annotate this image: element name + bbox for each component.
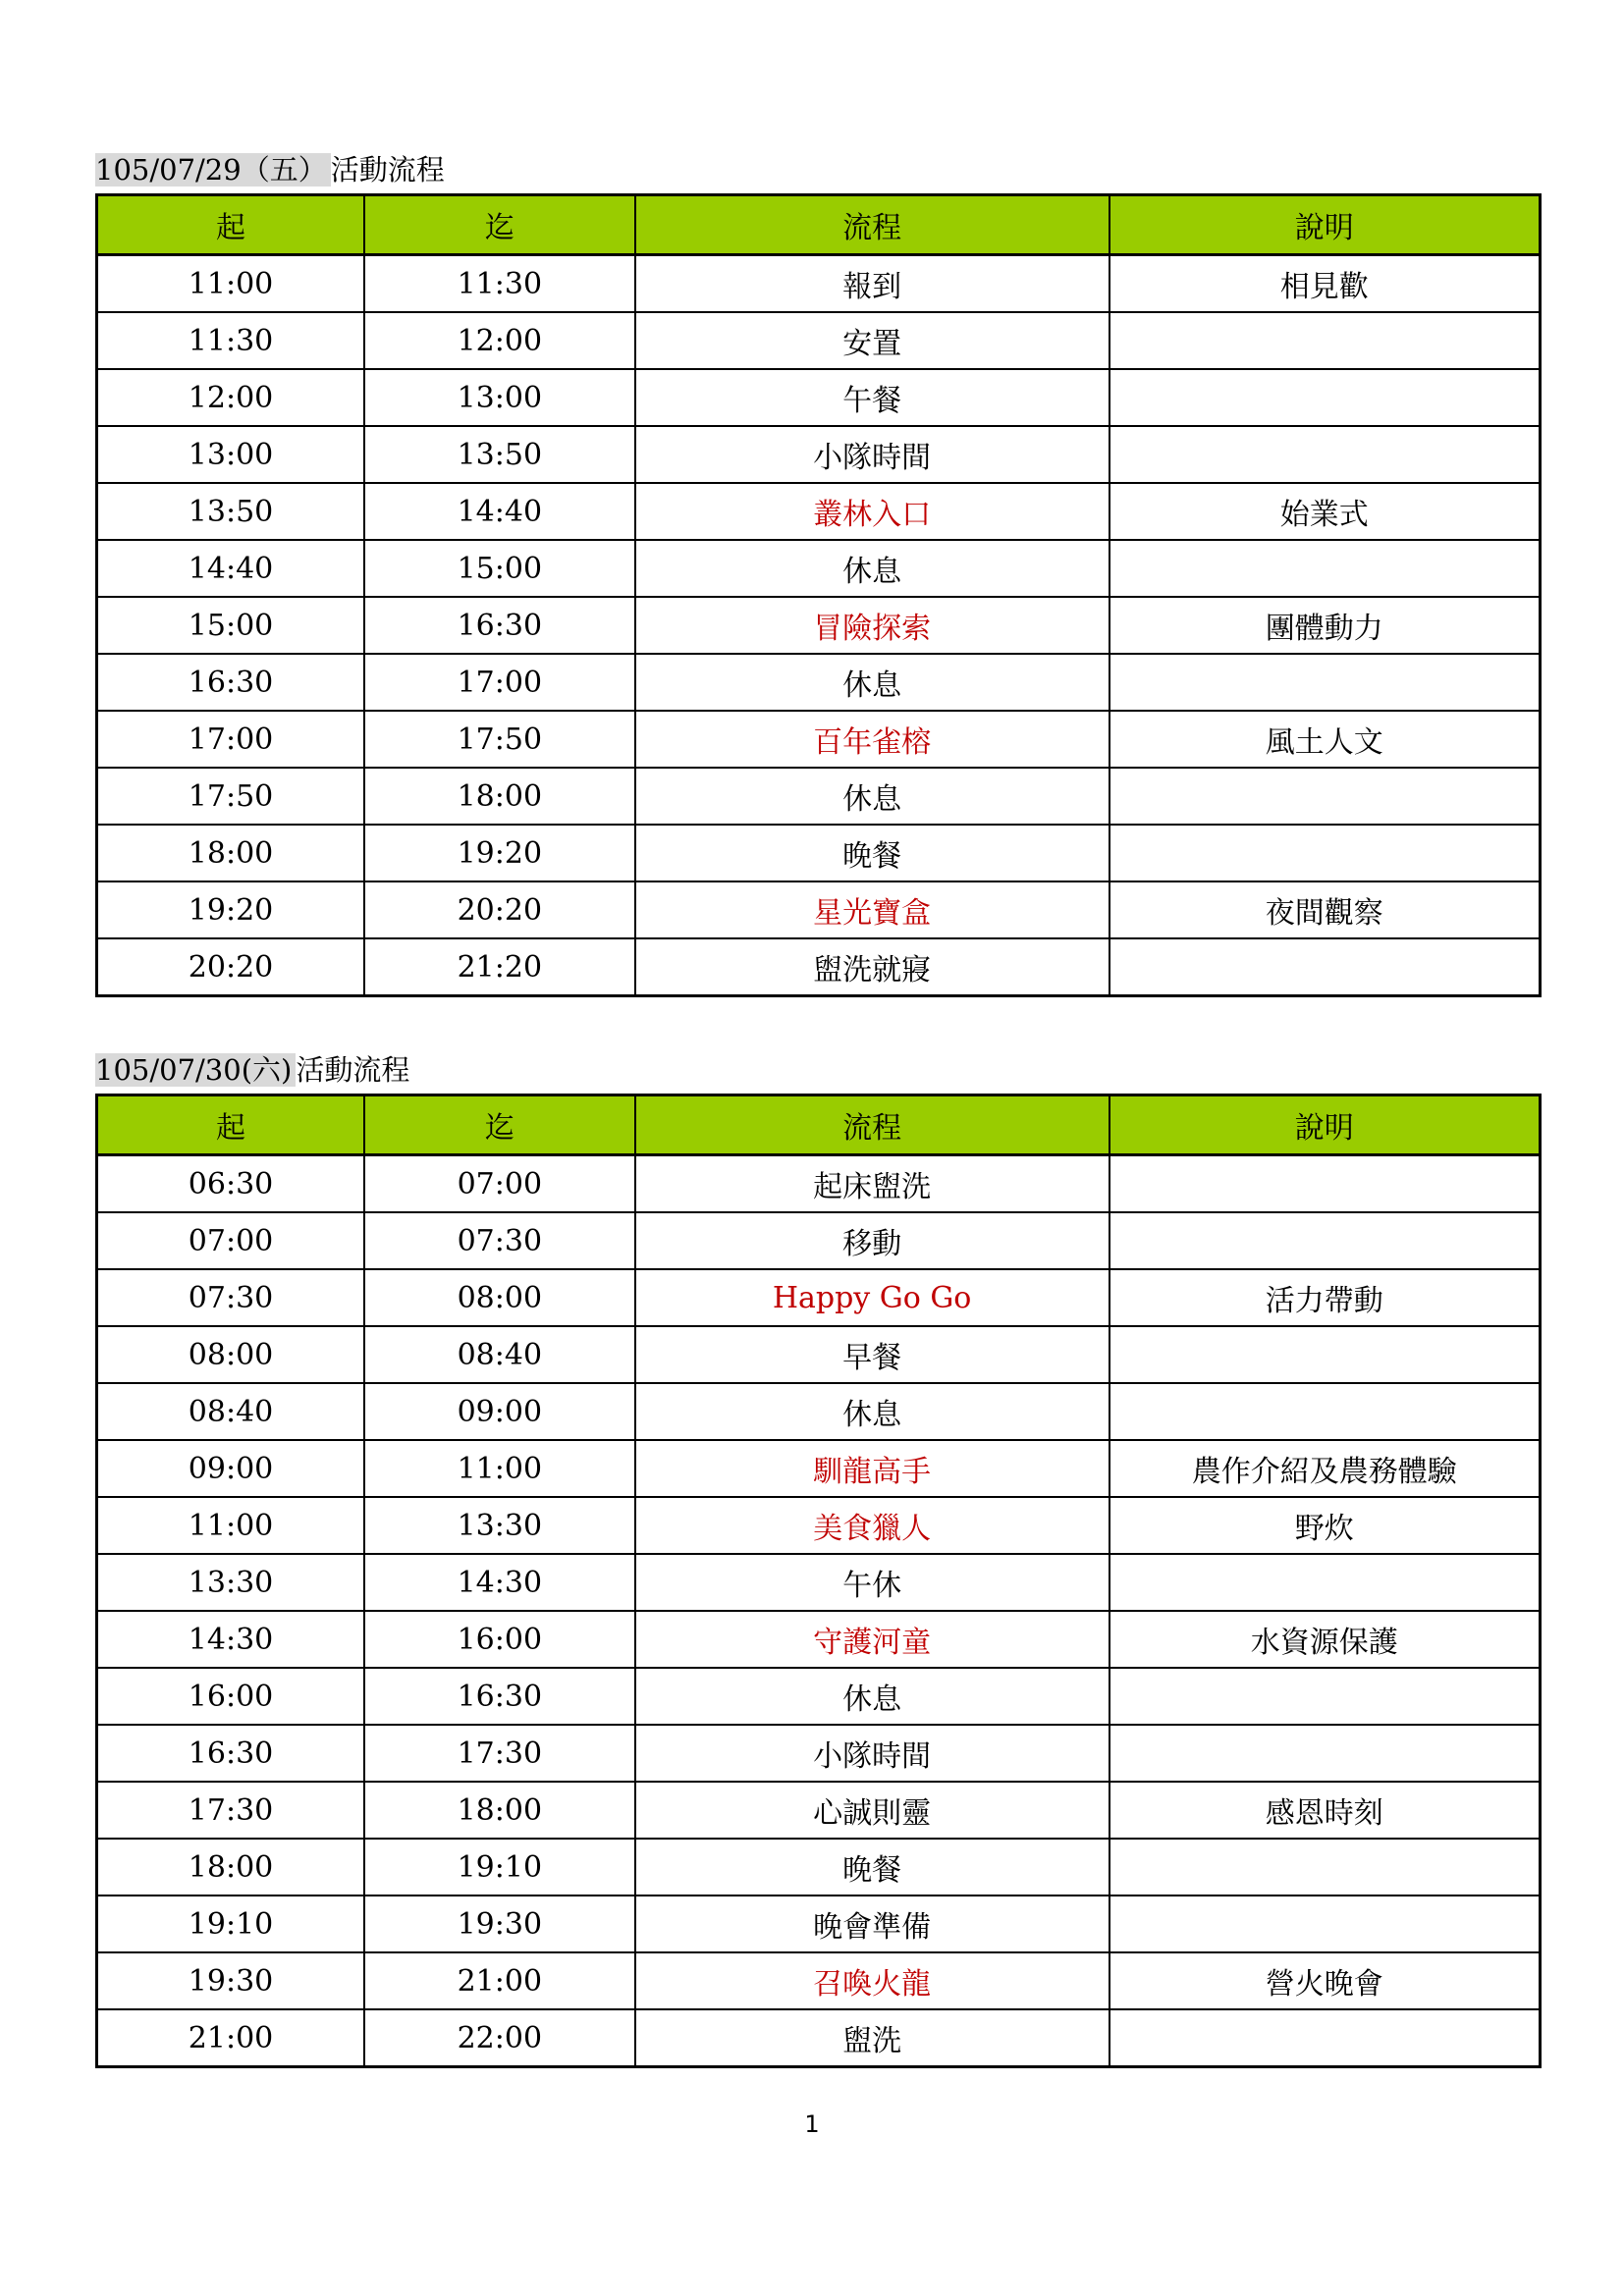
end-time-cell: 13:00 [364, 369, 635, 426]
start-time-cell: 17:00 [97, 711, 365, 768]
activity-cell: 晚餐 [635, 1839, 1110, 1896]
activity-cell: 冒險探索 [635, 597, 1110, 654]
end-time-cell: 11:30 [364, 255, 635, 313]
end-time-cell: 16:30 [364, 1668, 635, 1725]
end-time-cell: 20:20 [364, 881, 635, 938]
description-cell [1110, 2009, 1541, 2067]
table-row [97, 312, 1541, 369]
description-cell [1110, 540, 1541, 597]
activity-cell: 休息 [635, 1668, 1110, 1725]
table-row [97, 1497, 1541, 1554]
activity-cell: 馴龍高手 [635, 1440, 1110, 1497]
table-row [97, 1725, 1541, 1782]
activity-cell: 小隊時間 [635, 1725, 1110, 1782]
activity-cell: 起床盥洗 [635, 1155, 1110, 1213]
description-cell [1110, 426, 1541, 483]
table-row [97, 1155, 1541, 1213]
start-time-cell: 07:00 [97, 1212, 365, 1269]
table-row [97, 881, 1541, 938]
day1-title [95, 152, 445, 187]
activity-cell: 小隊時間 [635, 426, 1110, 483]
end-time-cell: 17:00 [364, 654, 635, 711]
header-activity: 流程 [635, 1095, 1110, 1155]
activity-cell: 移動 [635, 1212, 1110, 1269]
end-time-cell: 19:10 [364, 1839, 635, 1896]
table-row [97, 2009, 1541, 2067]
start-time-cell: 18:00 [97, 825, 365, 881]
table-row [97, 426, 1541, 483]
activity-cell: 報到 [635, 255, 1110, 313]
description-cell [1110, 938, 1541, 996]
start-time-cell: 16:30 [97, 654, 365, 711]
description-cell [1110, 1155, 1541, 1213]
start-time-cell: 15:00 [97, 597, 365, 654]
start-time-cell: 11:00 [97, 255, 365, 313]
end-time-cell: 12:00 [364, 312, 635, 369]
end-time-cell: 21:00 [364, 1952, 635, 2009]
end-time-cell: 15:00 [364, 540, 635, 597]
start-time-cell: 19:10 [97, 1896, 365, 1952]
start-time-cell: 18:00 [97, 1839, 365, 1896]
day2-title [95, 1052, 409, 1088]
end-time-cell: 16:30 [364, 597, 635, 654]
description-cell: 始業式 [1110, 483, 1541, 540]
end-time-cell: 14:40 [364, 483, 635, 540]
end-time-cell: 14:30 [364, 1554, 635, 1611]
start-time-cell: 17:50 [97, 768, 365, 825]
end-time-cell: 13:30 [364, 1497, 635, 1554]
description-cell: 活力帶動 [1110, 1269, 1541, 1326]
start-time-cell: 16:00 [97, 1668, 365, 1725]
description-cell [1110, 1554, 1541, 1611]
activity-cell: 休息 [635, 768, 1110, 825]
activity-cell: 召喚火龍 [635, 1952, 1110, 2009]
description-cell: 團體動力 [1110, 597, 1541, 654]
end-time-cell: 11:00 [364, 1440, 635, 1497]
end-time-cell: 13:50 [364, 426, 635, 483]
start-time-cell: 20:20 [97, 938, 365, 996]
activity-cell: 盥洗就寢 [635, 938, 1110, 996]
start-time-cell: 14:40 [97, 540, 365, 597]
activity-cell: 叢林入口 [635, 483, 1110, 540]
description-cell: 風土人文 [1110, 711, 1541, 768]
table-row [97, 768, 1541, 825]
end-time-cell: 07:00 [364, 1155, 635, 1213]
table-row [97, 540, 1541, 597]
end-time-cell: 08:00 [364, 1269, 635, 1326]
day1-title-suffix: 活動流程 [330, 153, 445, 187]
activity-cell: 盥洗 [635, 2009, 1110, 2067]
description-cell [1110, 768, 1541, 825]
description-cell [1110, 1668, 1541, 1725]
end-time-cell: 22:00 [364, 2009, 635, 2067]
start-time-cell: 13:30 [97, 1554, 365, 1611]
day1-title-date: 105/07/29（五） [95, 153, 331, 187]
description-cell: 水資源保護 [1110, 1611, 1541, 1668]
end-time-cell: 09:00 [364, 1383, 635, 1440]
table-row [97, 1782, 1541, 1839]
table-row [97, 255, 1541, 313]
start-time-cell: 14:30 [97, 1611, 365, 1668]
start-time-cell: 08:00 [97, 1326, 365, 1383]
activity-cell: 午休 [635, 1554, 1110, 1611]
end-time-cell: 07:30 [364, 1212, 635, 1269]
table-row [97, 1440, 1541, 1497]
header-start: 起 [97, 1095, 365, 1155]
activity-cell: 休息 [635, 540, 1110, 597]
start-time-cell: 09:00 [97, 1440, 365, 1497]
activity-cell: 休息 [635, 654, 1110, 711]
description-cell [1110, 1725, 1541, 1782]
start-time-cell: 19:20 [97, 881, 365, 938]
description-cell: 感恩時刻 [1110, 1782, 1541, 1839]
header-activity: 流程 [635, 195, 1110, 255]
description-cell [1110, 369, 1541, 426]
description-cell [1110, 1896, 1541, 1952]
end-time-cell: 08:40 [364, 1326, 635, 1383]
day2-schedule-table [95, 1094, 1542, 2068]
table-row [97, 1326, 1541, 1383]
header-start: 起 [97, 195, 365, 255]
table-row [97, 1269, 1541, 1326]
table-row [97, 483, 1541, 540]
description-cell [1110, 1383, 1541, 1440]
table-row [97, 1383, 1541, 1440]
table-row [97, 938, 1541, 996]
header-description: 說明 [1110, 195, 1541, 255]
start-time-cell: 06:30 [97, 1155, 365, 1213]
end-time-cell: 17:30 [364, 1725, 635, 1782]
table-row [97, 1668, 1541, 1725]
end-time-cell: 21:20 [364, 938, 635, 996]
activity-cell: 百年雀榕 [635, 711, 1110, 768]
table-header-row [97, 1095, 1541, 1155]
description-cell [1110, 654, 1541, 711]
activity-cell: 美食獵人 [635, 1497, 1110, 1554]
table-row [97, 711, 1541, 768]
end-time-cell: 18:00 [364, 768, 635, 825]
table-row [97, 1952, 1541, 2009]
table-row [97, 1611, 1541, 1668]
table-row [97, 654, 1541, 711]
description-cell: 野炊 [1110, 1497, 1541, 1554]
page-number: 1 [804, 2110, 820, 2138]
end-time-cell: 19:30 [364, 1896, 635, 1952]
activity-cell: 午餐 [635, 369, 1110, 426]
activity-cell: 晚會準備 [635, 1896, 1110, 1952]
activity-cell: 心誠則靈 [635, 1782, 1110, 1839]
activity-cell: 晚餐 [635, 825, 1110, 881]
description-cell [1110, 1839, 1541, 1896]
day2-title-suffix: 活動流程 [296, 1053, 410, 1087]
table-row [97, 1896, 1541, 1952]
description-cell [1110, 825, 1541, 881]
end-time-cell: 17:50 [364, 711, 635, 768]
start-time-cell: 17:30 [97, 1782, 365, 1839]
start-time-cell: 07:30 [97, 1269, 365, 1326]
description-cell: 相見歡 [1110, 255, 1541, 313]
description-cell: 夜間觀察 [1110, 881, 1541, 938]
day1-schedule-table [95, 193, 1542, 997]
start-time-cell: 13:00 [97, 426, 365, 483]
header-end: 迄 [364, 1095, 635, 1155]
end-time-cell: 19:20 [364, 825, 635, 881]
table-row [97, 1554, 1541, 1611]
description-cell: 營火晚會 [1110, 1952, 1541, 2009]
start-time-cell: 13:50 [97, 483, 365, 540]
description-cell: 農作介紹及農務體驗 [1110, 1440, 1541, 1497]
table-row [97, 1839, 1541, 1896]
header-description: 說明 [1110, 1095, 1541, 1155]
activity-cell: 星光寶盒 [635, 881, 1110, 938]
start-time-cell: 16:30 [97, 1725, 365, 1782]
table-row [97, 825, 1541, 881]
header-end: 迄 [364, 195, 635, 255]
table-row [97, 369, 1541, 426]
activity-cell: 安置 [635, 312, 1110, 369]
end-time-cell: 16:00 [364, 1611, 635, 1668]
table-row [97, 1212, 1541, 1269]
start-time-cell: 21:00 [97, 2009, 365, 2067]
start-time-cell: 19:30 [97, 1952, 365, 2009]
description-cell [1110, 1212, 1541, 1269]
activity-cell: 守護河童 [635, 1611, 1110, 1668]
end-time-cell: 18:00 [364, 1782, 635, 1839]
start-time-cell: 11:00 [97, 1497, 365, 1554]
activity-cell: 休息 [635, 1383, 1110, 1440]
start-time-cell: 11:30 [97, 312, 365, 369]
start-time-cell: 12:00 [97, 369, 365, 426]
description-cell [1110, 1326, 1541, 1383]
activity-cell: Happy Go Go [635, 1269, 1110, 1326]
description-cell [1110, 312, 1541, 369]
table-header-row [97, 195, 1541, 255]
start-time-cell: 08:40 [97, 1383, 365, 1440]
table-row [97, 597, 1541, 654]
activity-cell: 早餐 [635, 1326, 1110, 1383]
day2-title-date: 105/07/30(六) [95, 1053, 296, 1087]
